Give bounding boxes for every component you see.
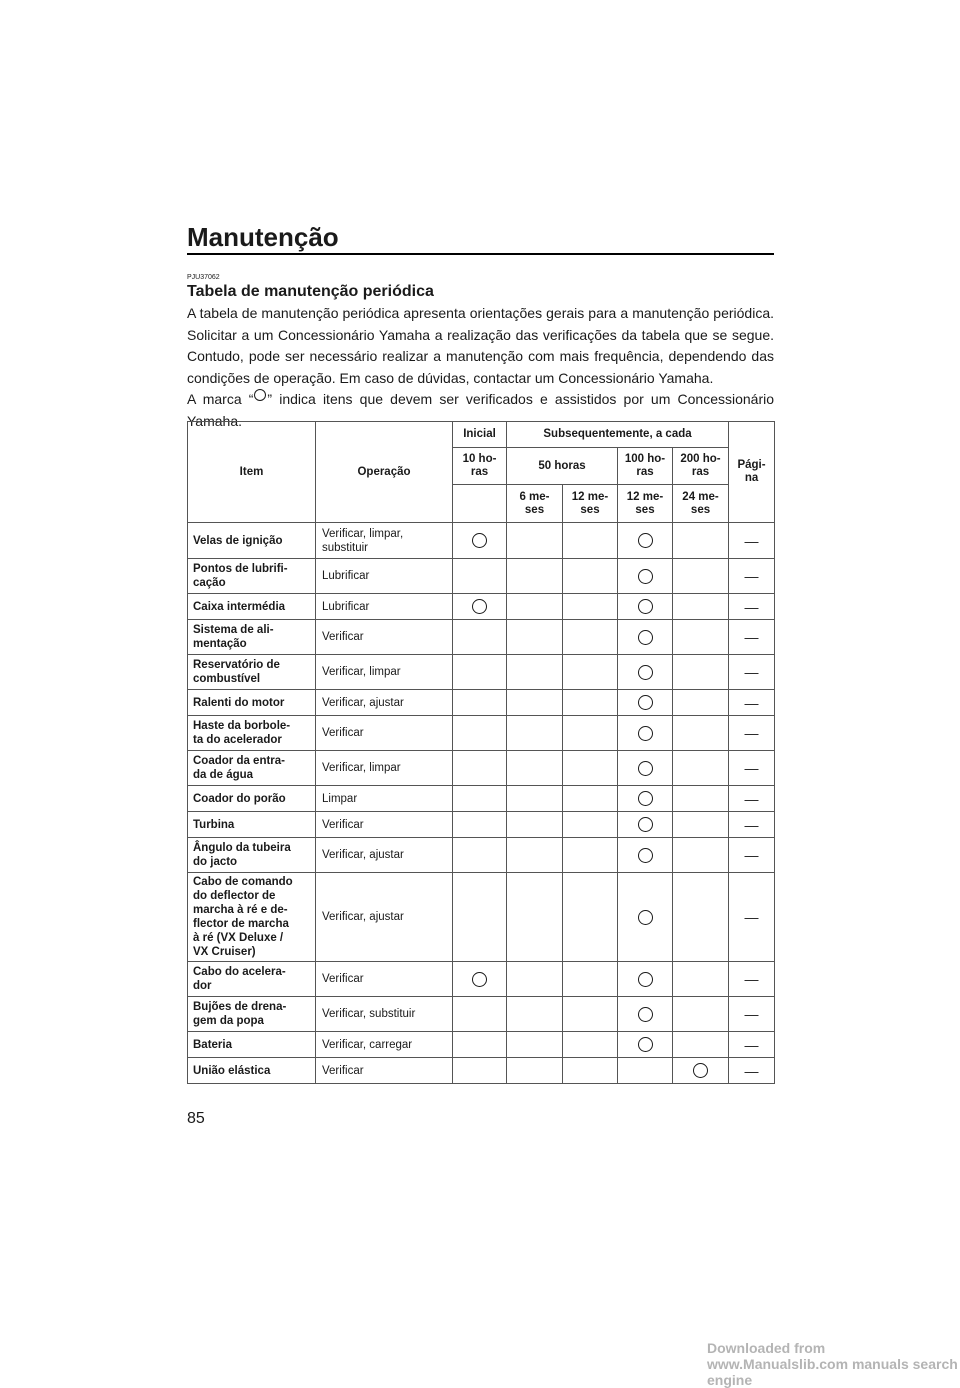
circle-mark-icon <box>638 817 653 832</box>
row-item: Coador da entra- da de água <box>188 751 316 786</box>
row-page: — <box>729 559 775 594</box>
mark-cell-200h-24-months <box>673 620 729 655</box>
mark-cell-100h-12-months <box>618 786 673 812</box>
table-row <box>188 812 775 838</box>
table-row <box>188 655 775 690</box>
mark-cell-12-months <box>563 786 618 812</box>
maintenance-table <box>187 421 775 1084</box>
row-page: — <box>729 1032 775 1058</box>
mark-cell-6-months <box>507 812 563 838</box>
row-page: — <box>729 716 775 751</box>
mark-cell-initial-10h <box>453 690 507 716</box>
circle-mark-icon <box>638 726 653 741</box>
row-page: — <box>729 812 775 838</box>
mark-cell-6-months <box>507 1032 563 1058</box>
mark-cell-6-months <box>507 716 563 751</box>
row-item: Cabo do acelera- dor <box>188 962 316 997</box>
mark-cell-100h-12-months <box>618 594 673 620</box>
row-item: Ralenti do motor <box>188 690 316 716</box>
row-operation: Verificar, limpar <box>316 751 453 786</box>
mark-cell-12-months <box>563 812 618 838</box>
mark-cell-6-months <box>507 1058 563 1084</box>
table-row <box>188 716 775 751</box>
mark-cell-200h-24-months <box>673 751 729 786</box>
circle-mark-icon <box>638 569 653 584</box>
mark-cell-6-months <box>507 620 563 655</box>
mark-cell-12-months <box>563 594 618 620</box>
mark-cell-6-months <box>507 523 563 559</box>
row-operation: Verificar <box>316 1058 453 1084</box>
mark-cell-initial-10h <box>453 873 507 962</box>
row-operation: Verificar, ajustar <box>316 690 453 716</box>
row-operation: Lubrificar <box>316 594 453 620</box>
table-row <box>188 751 775 786</box>
row-page: — <box>729 838 775 873</box>
header-initial: Inicial <box>453 422 507 448</box>
header-50-hours: 50 horas <box>507 448 618 485</box>
page-title: Manutenção <box>187 222 339 252</box>
mark-explanation-start: A marca “ <box>187 391 254 407</box>
mark-cell-12-months <box>563 690 618 716</box>
row-page: — <box>729 620 775 655</box>
mark-cell-initial-10h <box>453 620 507 655</box>
mark-cell-initial-10h <box>453 838 507 873</box>
row-item: Coador do porão <box>188 786 316 812</box>
mark-cell-100h-12-months <box>618 751 673 786</box>
header-subsequent: Subsequentemente, a cada <box>507 422 729 448</box>
row-page: — <box>729 594 775 620</box>
row-page: — <box>729 962 775 997</box>
row-operation: Verificar <box>316 962 453 997</box>
table-row <box>188 838 775 873</box>
mark-cell-12-months <box>563 838 618 873</box>
mark-cell-6-months <box>507 873 563 962</box>
header-10-hours: 10 ho- ras <box>453 448 507 485</box>
mark-cell-200h-24-months <box>673 962 729 997</box>
row-page: — <box>729 786 775 812</box>
circle-mark-icon <box>638 665 653 680</box>
mark-cell-12-months <box>563 873 618 962</box>
row-item: Haste da borbole- ta do acelerador <box>188 716 316 751</box>
table-row <box>188 873 775 962</box>
mark-cell-initial-10h <box>453 655 507 690</box>
row-operation: Verificar, ajustar <box>316 873 453 962</box>
mark-cell-6-months <box>507 751 563 786</box>
mark-cell-6-months <box>507 962 563 997</box>
circle-mark-icon <box>638 972 653 987</box>
intro-paragraph: A tabela de manutenção periódica apresenta orientações gerais para a manutenção periódica. Solicitar a um Concessionário Yamaha a realização das verificações da tabela que se segue. Contudo, pode ser necessário realizar a manutenção com mais frequência, dependendo das condições de operação. Em caso de dúvidas, contactar um Concessionário Yamaha. <box>187 305 774 386</box>
mark-cell-12-months <box>563 1032 618 1058</box>
mark-cell-initial-10h <box>453 559 507 594</box>
row-item: Bateria <box>188 1032 316 1058</box>
row-page: — <box>729 1058 775 1084</box>
mark-cell-6-months <box>507 997 563 1032</box>
mark-cell-initial-10h <box>453 786 507 812</box>
table-header <box>188 422 775 523</box>
row-page: — <box>729 873 775 962</box>
table-body <box>188 523 775 1084</box>
mark-cell-100h-12-months <box>618 1032 673 1058</box>
row-item: Velas de ignição <box>188 523 316 559</box>
mark-cell-6-months <box>507 655 563 690</box>
mark-cell-200h-24-months <box>673 690 729 716</box>
mark-cell-200h-24-months <box>673 812 729 838</box>
circle-mark-icon <box>254 389 266 401</box>
mark-cell-12-months <box>563 655 618 690</box>
mark-cell-6-months <box>507 559 563 594</box>
row-operation: Verificar, ajustar <box>316 838 453 873</box>
row-operation: Limpar <box>316 786 453 812</box>
table-row <box>188 1058 775 1084</box>
row-operation: Verificar, carregar <box>316 1032 453 1058</box>
mark-cell-initial-10h <box>453 523 507 559</box>
circle-mark-icon <box>638 695 653 710</box>
circle-mark-icon <box>638 761 653 776</box>
mark-cell-initial-10h <box>453 594 507 620</box>
mark-cell-initial-10h <box>453 812 507 838</box>
row-operation: Verificar, limpar, substituir <box>316 523 453 559</box>
row-item: União elástica <box>188 1058 316 1084</box>
mark-cell-100h-12-months <box>618 523 673 559</box>
mark-cell-12-months <box>563 962 618 997</box>
mark-cell-100h-12-months <box>618 812 673 838</box>
mark-cell-100h-12-months <box>618 559 673 594</box>
header-blank <box>453 485 507 523</box>
header-100-hours: 100 ho- ras <box>618 448 673 485</box>
mark-cell-200h-24-months <box>673 523 729 559</box>
section-code: PJU37062 <box>187 274 220 281</box>
mark-cell-200h-24-months <box>673 1058 729 1084</box>
table-row <box>188 523 775 559</box>
row-item: Ângulo da tubeira do jacto <box>188 838 316 873</box>
mark-cell-6-months <box>507 690 563 716</box>
circle-mark-icon <box>638 533 653 548</box>
mark-cell-12-months <box>563 1058 618 1084</box>
mark-cell-200h-24-months <box>673 997 729 1032</box>
mark-cell-100h-12-months <box>618 1058 673 1084</box>
row-item: Caixa intermédia <box>188 594 316 620</box>
circle-mark-icon <box>472 972 487 987</box>
title-rule <box>187 253 774 255</box>
mark-cell-12-months <box>563 620 618 655</box>
row-page: — <box>729 997 775 1032</box>
header-operation: Operação <box>316 422 453 523</box>
row-item: Sistema de ali- mentação <box>188 620 316 655</box>
mark-cell-200h-24-months <box>673 1032 729 1058</box>
row-item: Pontos de lubrifi- cação <box>188 559 316 594</box>
header-24-months: 24 me- ses <box>673 485 729 523</box>
row-item: Bujões de drena- gem da popa <box>188 997 316 1032</box>
header-12-months-a: 12 me- ses <box>563 485 618 523</box>
mark-cell-200h-24-months <box>673 838 729 873</box>
mark-cell-6-months <box>507 594 563 620</box>
row-page: — <box>729 690 775 716</box>
table-row <box>188 594 775 620</box>
mark-cell-100h-12-months <box>618 620 673 655</box>
row-operation: Verificar, substituir <box>316 997 453 1032</box>
mark-cell-200h-24-months <box>673 594 729 620</box>
header-6-months: 6 me- ses <box>507 485 563 523</box>
row-operation: Lubrificar <box>316 559 453 594</box>
circle-mark-icon <box>638 599 653 614</box>
mark-cell-initial-10h <box>453 997 507 1032</box>
mark-cell-200h-24-months <box>673 559 729 594</box>
header-item: Item <box>188 422 316 523</box>
table-row <box>188 786 775 812</box>
row-page: — <box>729 523 775 559</box>
circle-mark-icon <box>638 848 653 863</box>
section-title: Tabela de manutenção periódica <box>187 283 434 300</box>
circle-mark-icon <box>638 630 653 645</box>
mark-cell-200h-24-months <box>673 786 729 812</box>
circle-mark-icon <box>638 910 653 925</box>
mark-cell-100h-12-months <box>618 962 673 997</box>
row-item: Turbina <box>188 812 316 838</box>
mark-cell-12-months <box>563 523 618 559</box>
mark-cell-100h-12-months <box>618 690 673 716</box>
circle-mark-icon <box>638 1007 653 1022</box>
circle-mark-icon <box>472 599 487 614</box>
row-operation: Verificar <box>316 620 453 655</box>
row-operation: Verificar, limpar <box>316 655 453 690</box>
mark-cell-6-months <box>507 786 563 812</box>
table-row <box>188 690 775 716</box>
row-item: Cabo de comando do deflector de marcha à ré e de- flector de marcha à ré (VX Deluxe / VX Cruiser) <box>188 873 316 962</box>
mark-cell-200h-24-months <box>673 655 729 690</box>
table-row <box>188 620 775 655</box>
row-page: — <box>729 751 775 786</box>
mark-cell-initial-10h <box>453 1032 507 1058</box>
mark-cell-initial-10h <box>453 716 507 751</box>
row-item: Reservatório de combustível <box>188 655 316 690</box>
table-row <box>188 559 775 594</box>
mark-cell-100h-12-months <box>618 997 673 1032</box>
mark-cell-100h-12-months <box>618 873 673 962</box>
row-operation: Verificar <box>316 716 453 751</box>
mark-cell-200h-24-months <box>673 873 729 962</box>
table-row <box>188 962 775 997</box>
circle-mark-icon <box>638 791 653 806</box>
mark-cell-initial-10h <box>453 962 507 997</box>
header-200-hours: 200 ho- ras <box>673 448 729 485</box>
mark-cell-initial-10h <box>453 1058 507 1084</box>
mark-cell-6-months <box>507 838 563 873</box>
mark-cell-12-months <box>563 751 618 786</box>
table-row <box>188 1032 775 1058</box>
mark-cell-12-months <box>563 716 618 751</box>
footer-url: Downloaded from www.Manualslib.com manuals search engine <box>707 1340 958 1388</box>
intro-text <box>187 303 774 432</box>
row-operation: Verificar <box>316 812 453 838</box>
circle-mark-icon <box>472 533 487 548</box>
mark-cell-12-months <box>563 997 618 1032</box>
mark-cell-100h-12-months <box>618 838 673 873</box>
page-number: 85 <box>187 1110 205 1127</box>
mark-cell-100h-12-months <box>618 655 673 690</box>
mark-cell-12-months <box>563 559 618 594</box>
circle-mark-icon <box>638 1037 653 1052</box>
mark-explanation-end: ” indica itens que devem ser verificados e assistidos por um Concessionário Yamaha. <box>187 391 775 429</box>
mark-cell-initial-10h <box>453 751 507 786</box>
mark-cell-100h-12-months <box>618 716 673 751</box>
header-12-months-b: 12 me- ses <box>618 485 673 523</box>
header-page: Pági- na <box>729 422 775 523</box>
mark-cell-200h-24-months <box>673 716 729 751</box>
table-row <box>188 997 775 1032</box>
row-page: — <box>729 655 775 690</box>
circle-mark-icon <box>693 1063 708 1078</box>
